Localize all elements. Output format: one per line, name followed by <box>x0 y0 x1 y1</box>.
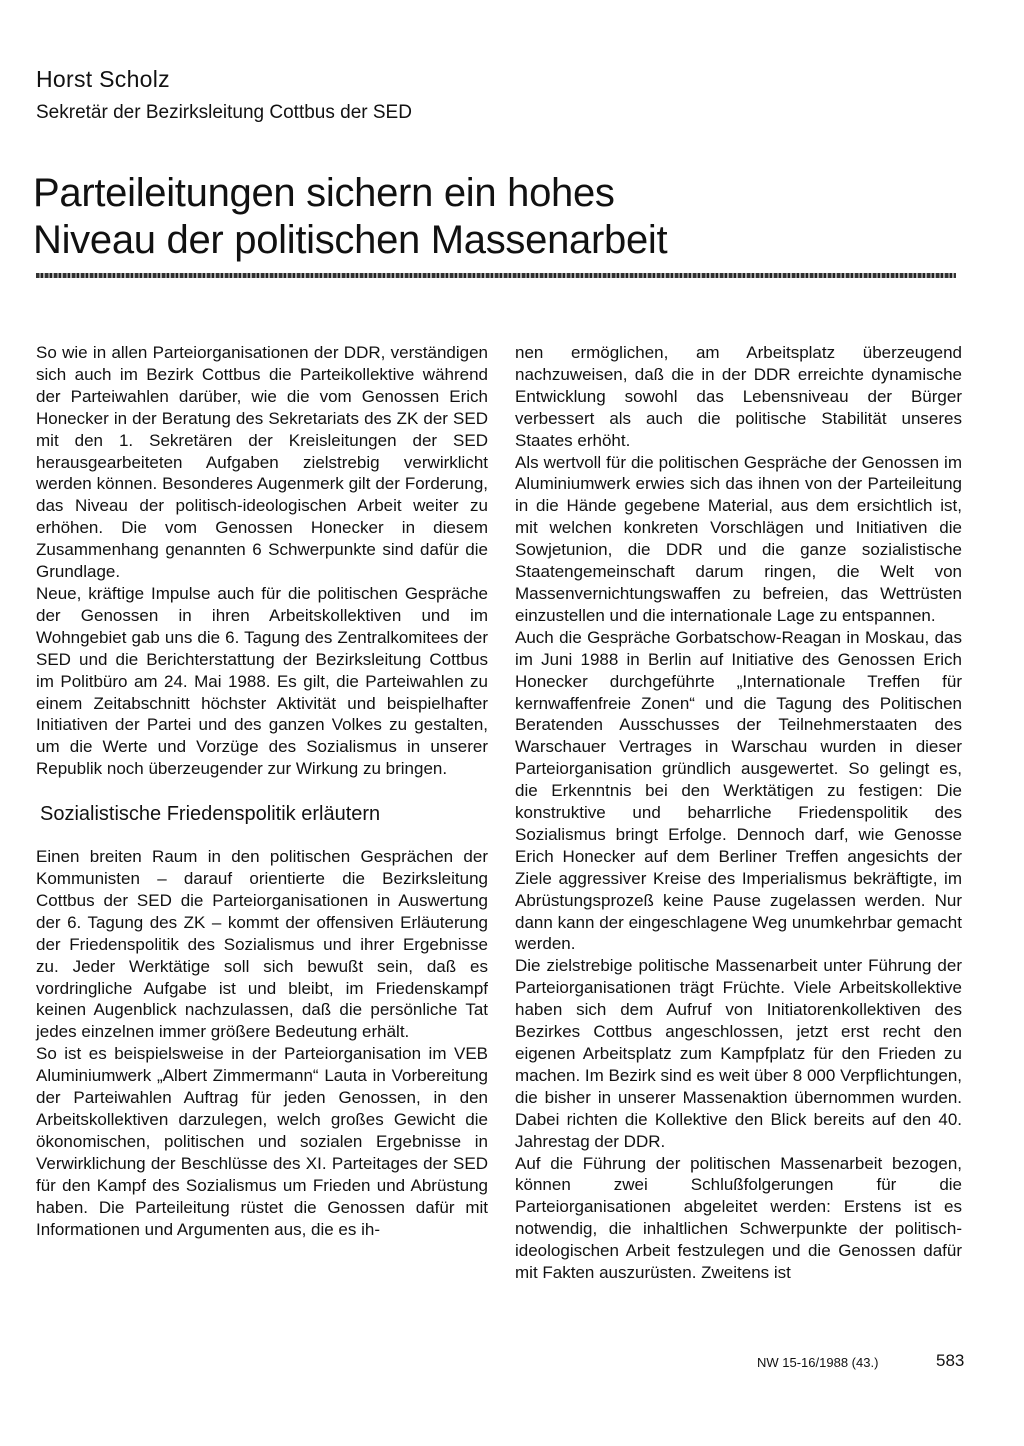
paragraph: So ist es beispielsweise in der Parteiorganisation im VEB Aluminiumwerk „Albert Zimmermann“ Lauta in Vorbereitung der Parteiwahlen Auftrag für jeden Genossen, in den Arbeitskollektiven darzulegen, welch großes Gewicht die ökonomischen, politischen und sozialen Ergebnisse in Verwirklichung der Beschlüsse des XI. Parteitages der SED für den Kampf des Sozialismus um Frieden und Abrüstung haben. Die Parteileitung rüstet die Genossen dafür mit Informationen und Argumenten aus, die es ih- <box>36 1044 488 1239</box>
right-column <box>515 342 962 1284</box>
author-name: Horst Scholz <box>36 66 170 92</box>
paragraph: Als wertvoll für die politischen Gespräche der Genossen im Aluminiumwerk erwies sich das ihnen von der Parteileitung in die Hände gegebene Material, aus dem ersichtlich ist, mit welchen konkreten Vorschlägen und Initiativen die Sowjetunion, die DDR und die ganze sozialistische Staatengemeinschaft darum ringen, die Welt von Massenvernichtungswaffen zu befreien, das Wettrüsten einzustellen und die internationale Lage zu entspannen. <box>515 452 962 625</box>
page-number: 583 <box>936 1351 965 1370</box>
headline-divider <box>36 273 956 278</box>
section-subheading: Sozialistische Friedenspolitik erläutern <box>40 803 381 826</box>
headline-line-1: Parteileitungen sichern ein hohes <box>33 171 615 215</box>
author-role: Sekretär der Bezirksleitung Cottbus der SED <box>36 102 412 123</box>
paragraph: Neue, kräftige Impulse auch für die politischen Gespräche der Genossen in ihren Arbeitskollektiven und im Wohngebiet gab uns die 6. Tagung des Zentralkomitees der SED und die Berichterstattung der Bezirksleitung Cottbus im Politbüro am 24. Mai 1988. Es gilt, die Parteiwahlen zu einem Zeitabschnitt höchster Aktivität und beispielhafter Initiativen der Partei und des ganzen Volkes zu gestalten, um die Werte und Vorzüge des Sozialismus in unserer Republik noch überzeugender zur Wirkung zu bringen. <box>36 583 488 779</box>
left-column <box>36 342 488 1240</box>
headline-line-2: Niveau der politischen Massenarbeit <box>33 218 668 262</box>
article-headline <box>33 170 993 264</box>
issue-reference: NW 15-16/1988 (43.) <box>757 1355 879 1370</box>
paragraph: Auf die Führung der politischen Massenarbeit bezogen, können zwei Schlußfolgerungen für die Parteiorganisationen abgeleitet werden: Erstens ist es notwendig, die inhaltlichen Schwerpunkte der politisch-ideologischen Arbeit festzulegen und die Genossen dafür mit Fakten auszurüsten. Zweitens ist <box>515 1153 962 1283</box>
paragraph: Auch die Gespräche Gorbatschow-Reagan in Moskau, das im Juni 1988 in Berlin auf Initiative des Genossen Erich Honecker durchgeführte „Internationale Treffen für kernwaffenfreie Zonen“ und die Tagung des Politischen Beratenden Ausschusses der Teilnehmerstaaten des Warschauer Vertrages in Warschau wurden in dieser Parteiorganisation gründlich ausgewertet. So gelingt es, die Erkenntnis bei den Werktätigen zu festigen: Die konstruktive und beharrliche Friedenspolitik des Sozialismus bringt Erfolge. Dennoch darf, wie Genosse Erich Honecker auf dem Berliner Treffen angesichts der Ziele aggressiver Kreise des Imperialismus bekräftigte, im Abrüstungsprozeß keine Pause zugelassen werden. Nur dann kann der eingeschlagene Weg unumkehrbar gemacht werden. <box>515 627 962 954</box>
paragraph: nen ermöglichen, am Arbeitsplatz überzeugend nachzuweisen, daß die in der DDR erreichte dynamische Entwicklung sowohl das Lebensniveau der Bürger verbessert als auch die politische Stabilität unseres Staates erhöht. <box>515 343 962 450</box>
paragraph: Einen breiten Raum in den politischen Gesprächen der Kommunisten – darauf orientierte die Bezirksleitung Cottbus der SED die Parteiorganisationen in Auswertung der 6. Tagung des ZK – kommt der offensiven Erläuterung der Friedenspolitik des Sozialismus und ihrer Ergebnisse zu. Jeder Werktätige soll sich bewußt sein, daß es vordringliche Aufgabe ist und bleibt, im Friedenskampf keinen Augenblick nachzulassen, daß die persönliche Tat jedes einzelnen immer größere Bedeutung erhält. <box>36 847 488 1042</box>
paragraph: Die zielstrebige politische Massenarbeit unter Führung der Parteiorganisationen trägt Früchte. Viele Arbeitskollektive haben sich dem Aufruf von Initiatorenkollektiven des Bezirkes Cottbus angeschlossen, jetzt erst recht den eigenen Arbeitsplatz zum Kampfplatz für den Frieden zu machen. Im Bezirk sind es weit über 8 000 Verpflichtungen, die bisher in unserer Massenaktion übernommen wurden. Dabei richten die Kollektive den Blick bereits auf den 40. Jahrestag der DDR. <box>515 956 962 1151</box>
paragraph: So wie in allen Parteiorganisationen der DDR, verständigen sich auch im Bezirk Cottbus die Parteikollektive während der Parteiwahlen darüber, wie die vom Genossen Erich Honecker in der Beratung des Sekretariats des ZK der SED mit den 1. Sekretären der Kreisleitungen der SED herausgearbeiteten Aufgaben zielstrebig verwirklicht werden können. Besonderes Augenmerk gilt der Forderung, das Niveau der politisch-ideologischen Arbeit weiter zu erhöhen. Die vom Genossen Honecker in diesem Zusammenhang genannten 6 Schwerpunkte sind dafür die Grundlage. <box>36 343 488 582</box>
